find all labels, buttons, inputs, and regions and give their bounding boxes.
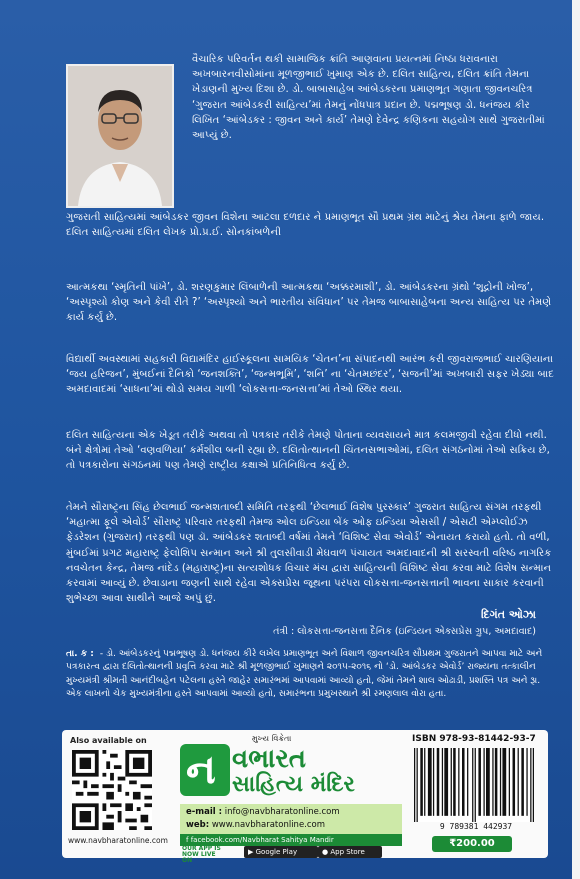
logo-letter: ન [186, 746, 216, 793]
blurb-paragraph-2: આત્મકથા ‘સ્મૃતિની પાંખે’, ડો. શરણકુમાર લિંબાળેની આત્મકથા ‘અક્કરમાશી’, ડો. આંબેડકરના ગ્રંથો ‘શૂદ્રોની ખોજ’, ‘અસ્પૃશ્યો કોણ અને કેવી રીતે ?’ ‘અસ્પૃશ્યો અને ભારતીય સંવિધાન’ પર તેમજ બાબાસાહેબના અન્ય સાહિત્ય પર તેમણે કાર્ય કર્યું છે. [66, 282, 552, 324]
publisher-logo [180, 744, 400, 800]
publisher-panel [62, 730, 548, 864]
app-store-text: App Store [330, 848, 365, 856]
facebook-text: facebook.com/Navbharat Sahitya Mandir [190, 836, 334, 844]
google-play-text: Google Play [255, 848, 298, 856]
price-tag: ₹200.00 [432, 836, 512, 852]
email-label: e-mail : [186, 807, 223, 817]
barcode [414, 748, 534, 822]
app-store-badge[interactable] [318, 846, 382, 858]
author-photo [66, 64, 174, 208]
blurb-paragraph-5: તેમને સૌરાષ્ટ્રના સિંહ છેલભાઈ જન્મશતાબ્દી સમિતિ તરફથી ‘છેલભાઈ વિશેષ પુરસ્કાર’ ગુજરાત સાહિત્ય સંગમ તરફથી ‘મહાત્મા ફૂલે એવોર્ડ’ સૌરાષ્ટ્ર પરિવાર તરફથી તેમજ ઓલ ઇન્ડિયા બેંક ઓફ ઇન્ડિયા એસસી / એસટી એમ્પ્લોઈઝ ફેડરેશન (ગુજરાત) તરફથી પણ ડૉ. આંબેડકર શતાબ્દી વર્ષમાં તેમને ‘વિશિષ્ટ સેવા એવોર્ડ’ એનાયત કરાયો હતો. તો વળી, મુંબઈમાં પ્રગટ મહારાષ્ટ્ર ફેલોશિપ સન્માન અને શ્રી તુલસીવાડી મેઘવાળ પંચાયત અમદાવાદની શ્રી સરસ્વતી વરિષ્ઠ નાગરિક નવચેતન કેન્દ્ર, તેમજ નાંદેડ (મહારાષ્ટ્ર)ના સત્યશોધક વિચાર મંચ દ્વારા સાહિત્યની વિશિષ્ટ સેવા કરવા માટે વિશેષ સન્માન કરવામાં આવ્યું છે. છેવાડાના જણની સાથે રહેવા એક્સપ્રેસ જૂથના પરંપરા લોકસત્તા-જનસત્તાની ભાવના સાકાર કરવાની શુભેચ્છા આવા સાથીને આજે અપું છું. [66, 502, 552, 605]
signature: દિગંત ઓઝા [481, 608, 536, 621]
isbn-label: ISBN 978-93-81442-93-7 [412, 734, 536, 744]
postscript-label: તા. ક : [66, 649, 94, 659]
email-link[interactable]: info@navbharatonline.com [224, 807, 340, 817]
postscript-note [66, 648, 554, 730]
distributor-label: મુખ્ય વિક્રેતા [252, 734, 292, 743]
facebook-icon: f [186, 836, 191, 844]
signature-affiliation: તંત્રી : લોકસત્તા-જનસત્તા દૈનિક (ઇન્ડિયન એક્સપ્રેસ ગ્રુપ, અમદાવાદ) [273, 626, 536, 637]
contact-box [180, 804, 402, 834]
blurb-paragraph-1: વૈચારિક પરિવર્તન થકી સામાજિક ક્રાંતિ આણવાના પ્રયત્નમાં નિષ્ઠા ધરાવનારા અખબારનવીસોમાંના મૂળજીભાઈ ખુમાણ એક છે. દલિત સાહિત્ય, દલિત ક્રાંતિ તેમના ખેડાણની મુખ્ય દિશા છે. ડો. બાબાસાહેબ આંબેડકરના પ્રમાણભૂત ગણાતા જીવનચરિત્ર ‘ગુજરાત આંબેડકરી સાહિત્ય’માં તેમનું નોંધપાત્ર પ્રદાન છે. પદ્મભૂષણ ડો. ધનંજય કીર લિખિત ‘આંબેડકર : જીવન અને કાર્ય’ તેમણે દેવેન્દ્ર કણિકના સહયોગ સાથે ગુજરાતીમાં આપ્યું છે. [192, 54, 545, 142]
blurb-paragraph-1b: ગુજરાતી સાહિત્યમાં આંબેડકર જીવન વિશેના આટલા દળદાર ને પ્રમાણભૂત સૌ પ્રથમ ગ્રંથ માટેનું શ્રેય તેમના ફાળે જાય. દલિત સાહિત્યમાં દલિત લેખક પ્રો.પ્ર.ઈ. સોનકાંબળેની [66, 212, 545, 239]
web-link[interactable]: www.navbharatonline.com [211, 820, 326, 830]
qr-code[interactable] [72, 750, 152, 830]
app-row [180, 845, 402, 864]
also-available-label: Also available on [70, 736, 147, 745]
barcode-number: 9 789381 442937 [439, 822, 513, 831]
page-edge [572, 0, 580, 879]
logo-line-1: વભારત [232, 744, 307, 774]
web-label: web: [186, 820, 210, 830]
blurb-paragraph-3: વિદ્યાર્થી અવસ્થામાં સહકારી વિદ્યામંદિર હાઈસ્કૂલના સામયિક ‘ચેતન’ના સંપાદનથી આરંભ કરી જીવરાજભાઈ ચારણિયાના ‘જય હરિજન’, મુંબઈનાં દૈનિકો ‘જનશક્તિ’, ‘જન્મભૂમિ’, ‘શનિ’ ના ‘ચેતમછંદર’, ‘સજની’માં અખબારી સફર ખેડ્યા બાદ અમદાવાદમાં ‘સાધના’માં થોડો સમય ગાળી ‘લોકસત્તા-જનસત્તા’માં તેઓ સ્થિર થયા. [66, 354, 554, 396]
website-footer[interactable]: www.navbharatonline.com [68, 836, 168, 845]
app-label: OUR APP IS NOW LIVE ON [182, 845, 221, 864]
google-play-badge[interactable] [244, 846, 318, 858]
logo-line-2: સાહિત્ય મંદિર [232, 772, 355, 797]
apple-icon: ● [322, 848, 331, 856]
postscript-text: - ડો. આંબેડકરનું પદ્મભૂષણ ડો. ધનંજય કીરે લખેલ પ્રમાણભૂત અને વિશાળ જીવનચરિત્ર સૌપ્રથમ ગુજરાતને આપવા માટે અને પત્રકારત્વ દ્વારા દલિતોત્થાનની પ્રવૃત્તિ કરવા માટે શ્રી મૂળજીભાઈ ખુમાણને ૨૦૧૫-૨૦૧૬ નો ‘ડો. આંબેડકર એવોર્ડ’ રાજ્યના તત્કાલીન મુખ્યમંત્રી શ્રીમતી આનંદીબહેન પટેલના હસ્તે જાહેર સમારંભમાં આપવામાં આવ્યો હતો, જેમાં તેમને શાલ ઓઢાડી, પ્રશસ્તિ પત્ર અને રૂા. એક લાખનો ચેક મુખ્યમંત્રીના હસ્તે આપવામાં આવ્યો હતો, સમારંભના પ્રમુખસ્થાને શ્રી રમણલાલ વોરા હતા. [66, 649, 543, 700]
play-icon: ▶ [248, 848, 256, 856]
blurb-paragraph-4: દલિત સાહિત્યના એક ખેડૂત તરીકે અથવા તો પત્રકાર તરીકે તેમણે પોતાના વ્યવસાયને માત્ર કલમજીવી રહેવા દીધો નથી. બંને ક્ષેત્રોમાં તેઓ ‘વણવળિયા’ કર્મશીલ બની રહ્યા છે. દલિતોત્થાનની ચિંતનસભાઓમાં, દલિત સંગઠનોમાં તેઓ સક્રિય છે, તો પત્રકારોના સંગઠનમાં પણ તેમણે રાષ્ટ્રીય કક્ષાએ પ્રતિનિધિત્વ કર્યું છે. [66, 430, 550, 472]
logo-badge [180, 744, 230, 796]
